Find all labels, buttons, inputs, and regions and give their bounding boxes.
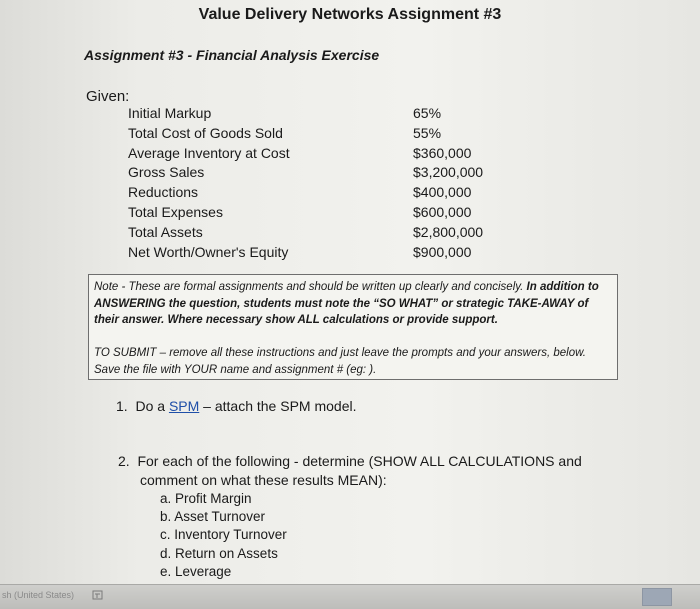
list-item: c. Inventory Turnover — [160, 527, 287, 543]
given-row — [128, 183, 508, 203]
given-item-label: Total Expenses — [128, 203, 223, 220]
given-row — [128, 124, 508, 144]
instructions-note-box — [88, 274, 618, 380]
given-item-label: Average Inventory at Cost — [128, 144, 290, 161]
given-item-label: Total Cost of Goods Sold — [128, 124, 283, 141]
given-item-label: Gross Sales — [128, 164, 205, 181]
given-row — [128, 243, 508, 263]
given-row — [128, 104, 508, 124]
note-paragraph — [94, 279, 614, 329]
list-item: e. Leverage — [160, 563, 232, 579]
list-item: a. Profit Margin — [160, 491, 252, 506]
question-1 — [116, 398, 356, 414]
question-2 — [118, 452, 588, 489]
spm-link[interactable]: SPM — [168, 398, 200, 414]
macro-recording-icon[interactable] — [92, 588, 104, 600]
language-indicator[interactable]: sh (United States) — [2, 590, 75, 600]
given-item-value: $400,000 — [413, 184, 472, 201]
given-item-label: Initial Markup — [128, 105, 212, 121]
given-item-label: Total Assets — [128, 223, 203, 240]
assignment-subtitle: Assignment #3 - Financial Analysis Exercise — [84, 47, 380, 63]
status-bar — [0, 584, 700, 609]
given-label: Given: — [86, 88, 130, 105]
note-emphasis-text: In addition to ANSWERING the question, students must note the “SO WHAT” or strategic TAKE-AWAY of their answer. Where necessary show ALL calculations or provide support. — [94, 281, 599, 326]
given-row — [128, 223, 508, 243]
given-item-label: Net Worth/Owner's Equity — [128, 243, 289, 260]
given-item-value: 55% — [413, 124, 442, 141]
note-text: Note - These are formal assignments and should be written up clearly and concisely. — [94, 281, 524, 293]
document-title: Value Delivery Networks Assignment #3 — [198, 6, 502, 23]
list-item: b. Asset Turnover — [160, 509, 266, 525]
given-item-label: Reductions — [128, 184, 199, 201]
question-number: 1. — [116, 398, 128, 414]
submit-instructions: TO SUBMIT – remove all these instructions and just leave the prompts and your answers, below. Save the file with YOUR name and assignment # (eg: ). — [94, 347, 586, 376]
question-number: 2. — [118, 453, 130, 469]
view-mode-button[interactable] — [642, 588, 672, 606]
list-item: d. Return on Assets — [160, 545, 278, 561]
question-text: – attach the SPM model. — [203, 398, 357, 414]
question-text: Do a — [135, 398, 166, 414]
given-item-value: $900,000 — [413, 243, 472, 260]
question-text-continued: comment on what these results MEAN): — [140, 471, 387, 488]
given-item-value: $3,200,000 — [413, 164, 484, 181]
given-row — [128, 144, 508, 164]
given-item-value: $360,000 — [413, 144, 472, 161]
given-row — [128, 163, 508, 183]
given-row — [128, 203, 508, 223]
given-item-value: $2,800,000 — [413, 223, 484, 240]
given-item-value: 65% — [413, 105, 442, 121]
given-item-value: $600,000 — [413, 203, 472, 220]
sub-question-list — [160, 490, 287, 581]
question-text: For each of the following - determine (SHOW ALL CALCULATIONS and — [137, 453, 582, 469]
given-table — [128, 104, 508, 262]
